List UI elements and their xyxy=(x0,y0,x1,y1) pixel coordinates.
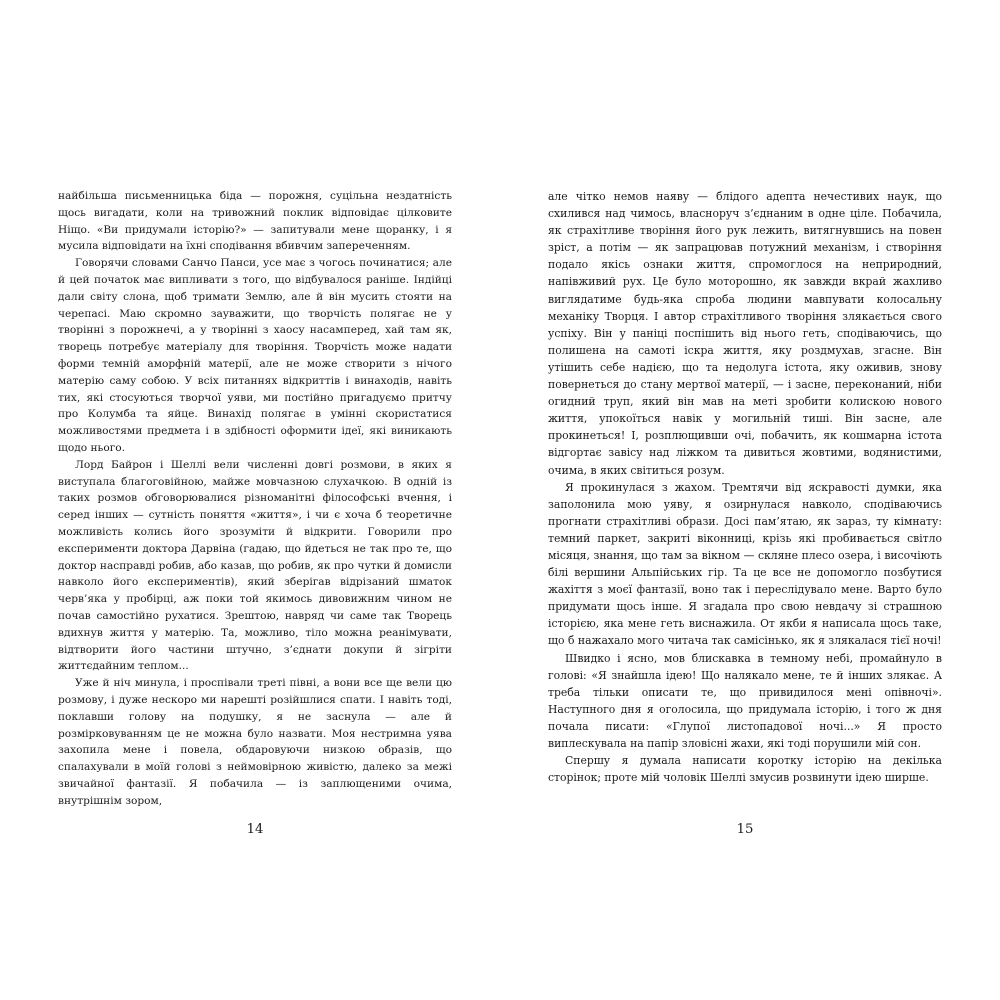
right-paragraph-3: Швидко і ясно, мов блискавка в темному небі, промайнуло в голові: «Я знайшла ідею! Що налякало мене, те й інших злякає. А треба тільки описати те, що привидилося мені опівночі». Наступного дня я оголосила, що придумала історію, і того ж дня почала писати: «Глупої листопадової ночі...» Я просто виплескувала на папір зловісні жахи, які тоді порушили мій сон. xyxy=(548,651,942,750)
left-paragraph-1: найбільша письменницька біда — порожня, суцільна нездатність щось вигадати, коли на тривожний поклик відповідає цілковите Ніщо. «Ви придумали історію?» — запитували мене щоранку, і я мусила відповідати на їхні сподівання вбивчим запереченням. xyxy=(58,190,452,253)
left-page xyxy=(58,188,452,809)
left-paragraph-4: Уже й ніч минула, і проспівали треті півні, а вони все ще вели цю розмову, і дуже нескоро ми нарешті розійшлися спати. І навіть тоді, поклавши голову на подушку, я не заснула — але й розмірковуванням це не можна було назвати. Моя нестримна уява захопила мене і повела, обдаровуючи низкою образів, що спалахували в моїй голові з неймовірною живістю, далеко за межі звичайної фантазії. Я побачила — із заплющеними очима, внутрішнім зором, xyxy=(58,677,452,807)
right-paragraph-1: але чітко немов наяву — блідого адепта нечестивих наук, що схилився над чимось, власноруч з’єднаним в одне ціле. Побачила, як страхітливе творіння його рук лежить, витягнувшись на повен зріст, а потім — як запрацював потужний механізм, і створіння подало якісь ознаки життя, спромоглося на неприродний, напівживий рух. Це було моторошно, як завжди вкрай жахливо виглядатиме будь-яка спроба людини мавпувати колосальну механіку Творця. І автор страхітливого творіння злякається свого успіху. Він у паніці поспішить від нього геть, сподіваючись, що полишена на самоті іскра життя, яку роздмухав, згасне. Він утішить себе надією, що та недолуга істота, яку оживив, знову повернеться до стану мертвої матерії, — і засне, переконаний, ніби огидний труп, який він мав на меті зробити колискою нового життя, упокоїться навік у могильній тиші. Він засне, але прокинеться! І, розплющивши очі, побачить, як кошмарна істота відгортає завісу над ліжком та дивиться жовтими, водянистими, очима, в яких світиться розум. xyxy=(548,190,942,477)
left-paragraph-2: Говорячи словами Санчо Панси, усе має з чогось починатися; але й цей початок має випливати з того, що відбувалося раніше. Індійці дали світу слона, щоб тримати Землю, але й він мусить стояти на черепасі. Маю скромно зауважити, що творчість полягає не у творінні з порожнечі, а у творінні з хаосу насамперед, хай там як, творець потребує матеріалу для творіння. Творчість може надати форми темній аморфній матерії, але не може створити з нічого матерію саму собою. У всіх питаннях відкриттів і винаходів, навіть тих, які стосуються творчої уяви, ми постійно пригадуємо притчу про Колумба та яйце. Винахід полягає в умінні скористатися можливостями предмета і в здібності оформити ідеї, які виникають щодо нього. xyxy=(58,257,452,454)
right-page xyxy=(548,188,942,786)
right-paragraph-2: Я прокинулася з жахом. Тремтячи від яскравості думки, яка заполонила мою уяву, я озирнулася навколо, сподіваючись прогнати страхітливі образи. Досі пам’ятаю, як зараз, ту кімнату: темний паркет, закриті віконниці, крізь які пробивається світло місяця, знання, що там за вікном — скляне плесо озера, і височіють білі вершини Альпійських гір. Та це все не допомогло позбутися жахіття з моєї фантазії, воно так і переслідувало мене. Варто було придумати щось інше. Я згадала про свою невдачу зі страшною історією, яка мене геть виснажила. От якби я написала щось таке, що б нажахало мого читача так самісінько, як я злякалася тієї ночі! xyxy=(548,480,942,648)
left-page-number: 14 xyxy=(246,822,264,837)
right-paragraph-4: Спершу я думала написати коротку історію на декілька сторінок; проте мій чоловік Шеллі змусив розвинути ідею ширше. xyxy=(548,754,942,785)
right-page-number: 15 xyxy=(736,822,754,837)
left-paragraph-3: Лорд Байрон і Шеллі вели численні довгі розмови, в яких я виступала благоговійною, майже мовчазною слухачкою. В одній із таких розмов обговорювалися різноманітні філософські вчення, і серед інших — сутність поняття «життя», і чи є хоча б теоретичне можливість колись його зрозуміти й відкрити. Говорили про експерименти доктора Дарвіна (гадаю, що йдеться не так про те, що доктор насправді робив, або казав, що робив, як про чутки й домисли навколо його експериментів), який зберігав відрізаний шматок черв’яка у пробірці, аж поки той якимось дивовижним чином не почав самостійно рухатися. Зрештою, навряд чи саме так Творець вдихнув життя у матерію. Та, можливо, тіло можна реанімувати, відтворити його частини штучно, з’єднати докупи й зігріти життєдайним теплом... xyxy=(58,458,452,673)
